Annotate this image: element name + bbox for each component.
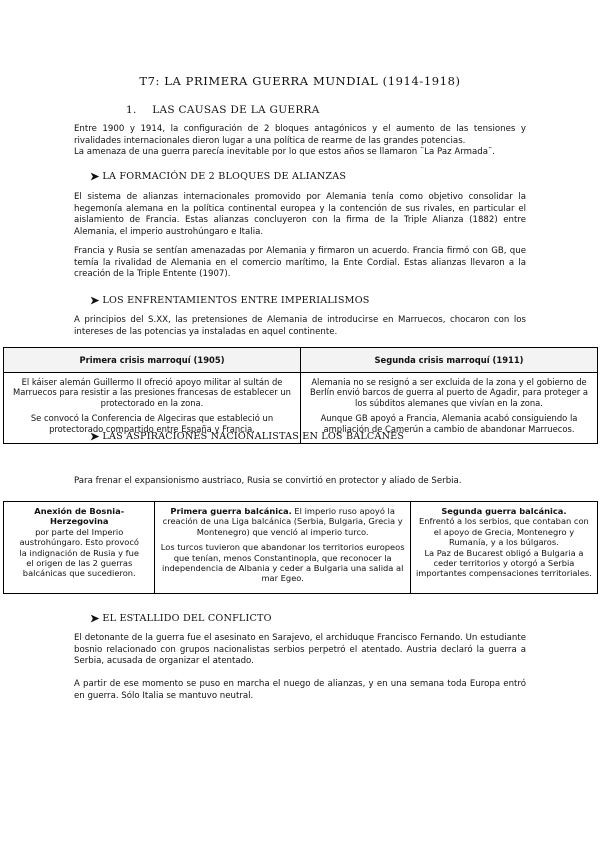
cell-text: El imperio ruso apoyó la creación de una Liga balcánica (Serbia, Bulgaria, Grecia y Montenegro) que venció al imperio turco. (162, 506, 403, 537)
arrow-icon: ➤ (90, 612, 100, 625)
estallido-paragraph-1: El detonante de la guerra fue el asesinato en Sarajevo, el archiduque Francisco Fernando. Un estudiante bosnio relacionado con grupos nacionalistas serbios perpetró el atentado. Austria declaró la guerra a Serbia, acusada de organizar el atentado. (74, 633, 526, 667)
cell-text: Los turcos tuvieron que abandonar los territorios europeos que tenían, menos Constantinopla, que reconocer la independencia de Albania y ceder a Bulgaria una salida al mar Egeo. (160, 542, 405, 584)
cell-text: por parte del Imperio austrohúngaro. Esto provocó la indignación de Rusia y fue el origen de las 2 guerras balcánicas que sucedieron. (19, 526, 139, 579)
subheading-text: LA FORMACIÓN DE 2 BLOQUES DE ALIANZAS (102, 171, 347, 182)
cell-text: Aunque GB apoyó a Francia, Alemania acabó consiguiendo la ampliación de Camerún a cambio de abandonar Marruecos. (320, 413, 578, 434)
table-header: Primera crisis marroquí (1905) (4, 348, 301, 373)
table-header: Segunda crisis marroquí (1911) (301, 348, 598, 373)
cell-text: Se convocó la Conferencia de Algeciras que estableció un protectorado compartido entre España y Francia. (30, 413, 274, 434)
bloques-paragraph-2: Francia y Rusia se sentían amenazadas por Alemania y firmaron un acuerdo. Francia firmó con GB, que temía la rivalidad de Alemania en el comercio marítimo, la Ente Cordial. Estas alianzas llevaron a la creación de la Triple Entente (1907). (74, 246, 526, 280)
intro-text-1: Entre 1900 y 1914, la configuración de 2 bloques antagónicos y el aumento de las tensiones y rivalidades internacionales dieron lugar a una política de rearme de las grandes potencias. (74, 124, 526, 146)
subheading-text: LAS ASPIRACIONES NACIONALISTAS EN LOS BALCANES (102, 431, 405, 442)
cell-text: La Paz de Bucarest obligó a Bulgaria a ceder territorios y otorgó a Serbia importantes compensaciones territoriales. (415, 547, 592, 579)
intro-text-2: La amenaza de una guerra parecía inevitable por lo que estos años se llamaron ¨La Paz Armada¨. (74, 147, 496, 158)
subheading-balcanes (90, 430, 404, 443)
estallido-paragraph-2: A partir de ese momento se puso en marcha el nuego de alianzas, y en una semana toda Europa entró en guerra. Sólo Italia se mantuvo neutral. (74, 679, 526, 701)
cell-title: Segunda guerra balcánica. (441, 506, 567, 516)
balcanes-paragraph: Para frenar el expansionismo austriaco, Rusia se convirtió en protector y aliado de Serbia. (74, 476, 462, 486)
table-cell (4, 502, 155, 594)
cell-text: Enfrentó a los serbios, que contaban con el apoyo de Grecia, Montenegro y Rumanía, y a los búlgaros. (419, 516, 589, 548)
section-title: LAS CAUSAS DE LA GUERRA (152, 104, 320, 116)
intro-paragraph (74, 124, 526, 159)
table-cell (410, 502, 597, 594)
cell-title: Anexión de Bosnia-Herzegovina (34, 506, 125, 527)
subheading-text: EL ESTALLIDO DEL CONFLICTO (102, 613, 272, 624)
cell-text: Alemania no se resignó a ser excluida de la zona y el gobierno de Berlín envió barcos de guerra al puerto de Agadir, para proteger a los súbditos alemanes que vivían en la zona. (309, 377, 589, 408)
cell-text: El káiser alemán Guillermo II ofreció apoyo militar al sultán de Marruecos para resistir a las presiones francesas de establecer un protectorado en la zona. (13, 377, 291, 408)
bloques-paragraph-1: El sistema de alianzas internacionales promovido por Alemania tenía como objetivo consolidar la hegemonía alemana en la política continental europea y la contención de sus rivales, en particular el aislamiento de Francia. Estas alianzas concluyeron con la firma de la Triple Alianza (1882) entre Alemania, el imperio austrohúngaro e Italia. (74, 192, 526, 237)
section-number: 1. (126, 104, 137, 116)
subheading-imperialismos (90, 294, 370, 307)
arrow-icon: ➤ (90, 170, 100, 183)
balkan-wars-table (3, 501, 598, 594)
imperialismos-paragraph: A principios del S.XX, las pretensiones de Alemania de introducirse en Marruecos, chocaron con los intereses de las potencias ya instaladas en aquel continente. (74, 315, 526, 337)
subheading-bloques (90, 170, 346, 183)
cell-title: Primera guerra balcánica. (170, 506, 292, 516)
arrow-icon: ➤ (90, 294, 100, 307)
subheading-estallido (90, 612, 272, 625)
table-cell (155, 502, 410, 594)
subheading-text: LOS ENFRENTAMIENTOS ENTRE IMPERIALISMOS (102, 295, 370, 306)
section-heading (126, 104, 320, 116)
page-title: T7: LA PRIMERA GUERRA MUNDIAL (1914-1918) (139, 74, 461, 88)
arrow-icon: ➤ (90, 430, 100, 443)
